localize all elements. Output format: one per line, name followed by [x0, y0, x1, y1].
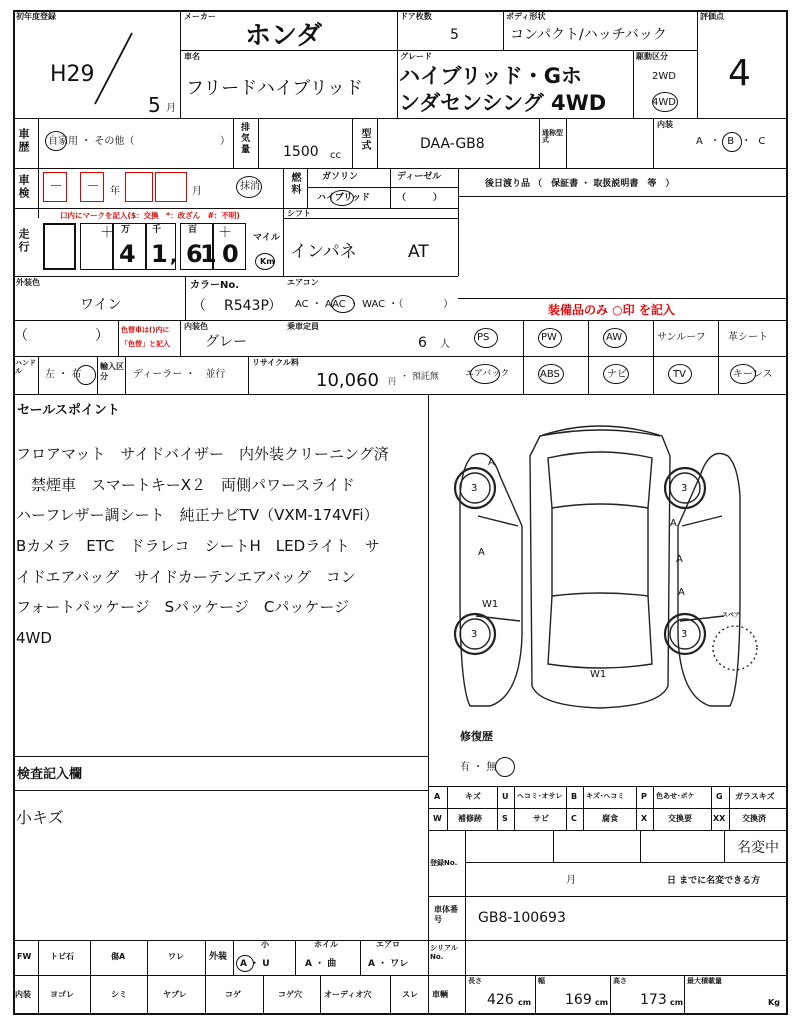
history-label: 車歴	[17, 128, 30, 154]
grade-line-1: ハイブリッド・Gホ	[399, 64, 582, 88]
name-change-deadline: 日 までに名変できる方	[667, 876, 761, 886]
equip-airbag-circle	[470, 364, 500, 384]
damage-mark: A	[670, 518, 677, 529]
fw-item: トビ石	[50, 952, 74, 961]
damage-mark: 3	[471, 483, 478, 494]
capacity-value: 6	[418, 335, 427, 351]
color-no-paren-open: （	[192, 298, 206, 314]
capacity-unit: 人	[440, 339, 450, 350]
legend-desc: 補修跡	[458, 814, 482, 823]
equip-abs-circle	[538, 364, 564, 384]
repair-none-circle	[495, 757, 515, 777]
maker-value: ホンダ	[245, 21, 322, 51]
plus-mark: ＋	[218, 225, 232, 241]
month-suffix: 月	[166, 103, 176, 114]
equip-tv: TV	[673, 369, 686, 380]
inspection-none-circle	[236, 176, 262, 198]
max-load-label: 最大積載量	[687, 977, 722, 985]
later-items-label: 後日渡り品 （ 保証書 ・ 取扱説明書 等 ）	[485, 179, 675, 189]
repair-history-value: 有 ・ 無	[460, 762, 497, 773]
interior-grade-label: 内装	[657, 120, 673, 129]
equip-navi: ナビ	[607, 369, 627, 380]
shift-position: インパネ	[290, 242, 357, 262]
usage-close: ）	[220, 136, 230, 147]
capacity-label: 乗車定員	[287, 322, 319, 331]
inspection-year-label: 年	[110, 186, 120, 197]
spare-label: スペア	[722, 612, 741, 619]
sales-point-line: 4WD	[16, 629, 52, 647]
car-name-value: フリードハイブリッド	[186, 78, 363, 99]
sales-point-line: Bカメラ ETC ドラレコ シートH LEDライト サ	[16, 537, 380, 555]
interior-damage-item: ヤブレ	[163, 990, 187, 999]
legend-code: G	[716, 792, 723, 801]
exterior-color-label: 外装色	[16, 278, 40, 287]
score-value: 4	[728, 53, 751, 94]
doors-label: ドア枚数	[400, 12, 432, 21]
legend-code: B	[571, 792, 578, 801]
grade-line-2: ンダセンシング 4WD	[399, 91, 607, 115]
legend-desc: キズ	[465, 792, 481, 801]
equip-keyless-circle	[730, 364, 756, 384]
aero-label: エアロ	[376, 940, 400, 949]
equip-tv-circle	[668, 364, 692, 384]
interior-damage-item: シミ	[111, 990, 127, 999]
name-change-label: 名変中	[737, 840, 779, 856]
width-label: 幅	[538, 977, 545, 985]
recycle-label: リサイクル料	[252, 358, 299, 367]
interior-damage-item: オーディオ穴	[324, 990, 372, 999]
fuel-label: 燃料	[289, 172, 300, 196]
mile-label: マイル	[253, 233, 280, 243]
width-unit: cm	[595, 998, 609, 1007]
car-name-label: 車名	[184, 52, 200, 61]
fuel-gasoline: ガソリン	[322, 172, 359, 182]
sales-point-line: イドエアバッグ サイドカーテンエアバッグ コン	[16, 568, 356, 586]
small-a-circle	[236, 955, 254, 972]
exterior-color-value: ワイン	[80, 297, 122, 313]
displacement-value: 1500	[283, 144, 319, 160]
equipment-header: 装備品のみ ○印 を記入	[548, 303, 675, 317]
height-value: 173	[640, 992, 667, 1008]
inspection-notes-title: 検査記入欄	[17, 767, 83, 782]
mileage-digit-box-0	[43, 223, 76, 270]
legend-code: A	[434, 792, 441, 801]
repair-history-label: 修復歴	[460, 730, 493, 743]
unit-man: 万	[121, 225, 131, 235]
sales-point-line: ハーフレザー調シート 純正ナビTV（VXM-174VFi）	[16, 506, 379, 524]
equip-aw: AW	[606, 332, 623, 343]
recycle-unit: 円	[388, 377, 396, 386]
recycle-value: 10,060	[316, 370, 379, 391]
legend-code: U	[502, 792, 509, 801]
shift-label: シフト	[287, 209, 311, 218]
interior-color-label: 内装色	[184, 322, 208, 331]
mileage-digit: 1	[151, 240, 168, 268]
legend-desc: 色あせ･ボケ	[656, 792, 695, 800]
diagonal-slash	[85, 30, 145, 110]
equip-pw: PW	[541, 332, 557, 343]
damage-mark: W1	[590, 669, 607, 680]
handle-value: 左 ・ 右	[45, 369, 82, 380]
fw-item: 傷A	[111, 952, 126, 961]
small-label: 小	[261, 940, 269, 949]
first-registration-year: H29	[50, 62, 95, 87]
sales-point-line: 禁煙車 スマートキーX２ 両側パワースライド	[16, 476, 355, 494]
legend-code: S	[502, 814, 508, 823]
fuel-other: （ ）	[397, 193, 443, 203]
drive-2wd: 2WD	[652, 71, 676, 82]
color-no-paren-close: ）	[268, 298, 282, 314]
length-value: 426	[487, 992, 514, 1008]
inspection-notes-text: 小キズ	[16, 808, 64, 827]
legend-desc: 腐食	[602, 814, 618, 823]
recycle-deposit: ・ 預託無	[400, 372, 439, 382]
common-model-label: 通称型式	[542, 129, 563, 144]
interior-color-value: グレー	[205, 334, 247, 350]
damage-mark: W1	[482, 599, 499, 610]
fw-item: ワレ	[168, 952, 184, 961]
equip-keyless: キーレス	[733, 369, 773, 380]
serial-no-label: シリアルNo.	[430, 944, 458, 962]
registration-no-label: 登録No.	[430, 859, 458, 867]
model-label: 型式	[359, 128, 370, 152]
legend-code: XX	[713, 814, 726, 823]
first-registration-label: 初年度登録	[16, 12, 56, 21]
mileage-digit: 1	[200, 240, 217, 268]
displacement-label: 排気量	[239, 122, 249, 155]
maker-label: メーカー	[184, 12, 216, 21]
damage-mark: A	[678, 587, 685, 598]
inspection-month-label: 月	[192, 186, 202, 197]
handle-label: ハンドル	[15, 359, 36, 375]
equip-ps: PS	[477, 332, 490, 343]
length-unit: cm	[518, 998, 532, 1007]
km-label: Km	[260, 257, 275, 266]
mileage-digit: 4	[119, 240, 136, 268]
km-circle	[255, 253, 275, 270]
thousand-separator: ,	[170, 246, 177, 267]
legend-desc: 交換済	[742, 814, 766, 823]
interior-grade-b-circle	[722, 132, 742, 152]
inspection-year-dash-1: －	[49, 179, 63, 195]
exterior-small-label: 外装	[209, 952, 228, 962]
fw-label: FW	[17, 952, 32, 961]
height-label: 高さ	[613, 977, 627, 985]
chassis-label: 車体番号	[434, 905, 458, 925]
body-type-value: コンパクト/ハッチバック	[510, 27, 667, 43]
equip-aw-circle	[603, 328, 627, 348]
color-change-note-2: 「色替」と記入	[121, 340, 170, 348]
equip-ps-circle	[474, 328, 498, 348]
equip-navi-circle	[603, 364, 629, 384]
damage-mark: A	[478, 547, 485, 558]
inspection-none-label: 抹消	[240, 181, 260, 192]
legend-desc: ヘコミ･オサレ	[517, 792, 563, 800]
drive-4wd: 4WD	[652, 97, 676, 108]
damage-mark: 3	[681, 629, 688, 640]
aero-value: A ・ ワレ	[368, 959, 409, 969]
legend-code: P	[641, 792, 647, 801]
fuel-hybrid: ハイブリッド	[317, 193, 371, 203]
first-registration-month: 5	[148, 93, 161, 117]
chassis-number: GB8-100693	[478, 910, 566, 926]
small-value: A ・ U	[240, 959, 270, 969]
color-change-close: ）	[95, 328, 109, 344]
body-type-label: ボディ形状	[506, 12, 546, 21]
height-unit: cm	[670, 998, 684, 1007]
interior-damage-label: 内装	[15, 990, 31, 999]
doors-value: 5	[450, 27, 459, 43]
mileage-digit: 0	[222, 240, 239, 268]
inspection-label: 車検	[17, 174, 30, 200]
equip-airbag: エアバック	[465, 369, 510, 379]
damage-mark: 3	[681, 483, 688, 494]
hybrid-circle	[330, 190, 354, 206]
inspection-year-dash-2: －	[86, 179, 100, 195]
private-use-circle	[45, 131, 67, 151]
grade-label: グレード	[400, 52, 432, 61]
unit-sen: 千	[152, 225, 162, 235]
sales-point-line: フォートパッケージ Sパッケージ Cパッケージ	[16, 598, 350, 616]
damage-mark: A	[676, 554, 683, 565]
fuel-diesel: ディーゼル	[397, 172, 442, 182]
equip-sunroof: サンルーフ	[657, 332, 706, 343]
legend-desc: サビ	[533, 814, 549, 823]
usage-value: 自家用 ・ その他（	[48, 136, 135, 147]
score-label: 評価点	[700, 12, 724, 21]
legend-code: C	[571, 814, 577, 823]
color-change-open: （	[14, 328, 28, 344]
legend-code: W	[433, 814, 442, 823]
max-load-unit: Kg	[768, 998, 780, 1007]
name-change-month: 月	[566, 875, 576, 886]
interior-damage-item: スレ	[402, 990, 418, 999]
ac-options: AC ・ AAC ・ WAC ・（ ）	[295, 299, 454, 310]
equip-abs: ABS	[540, 369, 560, 380]
equip-leather: 革シート	[728, 332, 768, 343]
interior-damage-item: コゲ	[225, 990, 241, 999]
shift-type: AT	[408, 242, 429, 262]
unit-hyaku: 百	[188, 225, 198, 235]
interior-grades: A ・ B ・ C	[696, 136, 768, 147]
displacement-unit: cc	[330, 150, 341, 161]
mileage-digit: 6	[186, 240, 203, 268]
car-damage-diagram	[430, 396, 786, 736]
drive-4wd-circle	[652, 92, 678, 112]
import-value: ディーラー ・ 並行	[133, 369, 226, 380]
drive-label: 駆動区分	[636, 52, 668, 61]
interior-damage-item: コゲ穴	[278, 990, 302, 999]
model-value: DAA-GB8	[420, 136, 485, 152]
damage-mark: 3	[471, 629, 478, 640]
color-change-note-1: 色替車は()内に	[121, 326, 170, 334]
sales-points-title: セールスポイント	[17, 403, 120, 418]
mileage-label: 走行	[17, 228, 30, 254]
aac-circle	[331, 295, 355, 313]
wheel-value: A ・ 曲	[305, 959, 337, 969]
plus-mark: ＋	[100, 225, 114, 241]
mileage-note: 口内にマークを記入($：交換 *：改ざん #：不明)	[60, 211, 240, 220]
width-value: 169	[565, 992, 592, 1008]
legend-desc: ガラスキズ	[735, 792, 775, 801]
sales-point-line: フロアマット サイドバイザー 内外装クリーニング済	[16, 445, 389, 463]
legend-desc: 交換要	[668, 814, 692, 823]
wheel-label: ホイル	[314, 940, 338, 949]
ac-label: エアコン	[287, 278, 319, 287]
equip-pw-circle	[538, 328, 562, 348]
color-no-label: カラーNo.	[190, 280, 240, 291]
legend-desc: キズ･ヘコミ	[586, 792, 625, 800]
import-label: 輸入区分	[100, 362, 124, 381]
legend-code: X	[641, 814, 648, 823]
color-no-value: R543P	[224, 298, 269, 314]
length-label: 長さ	[468, 977, 482, 985]
damage-mark: A	[488, 457, 495, 468]
handle-right-circle	[76, 365, 96, 385]
interior-damage-item: ヨゴレ	[50, 990, 74, 999]
vehicle-dims-label: 車輌	[432, 990, 448, 999]
